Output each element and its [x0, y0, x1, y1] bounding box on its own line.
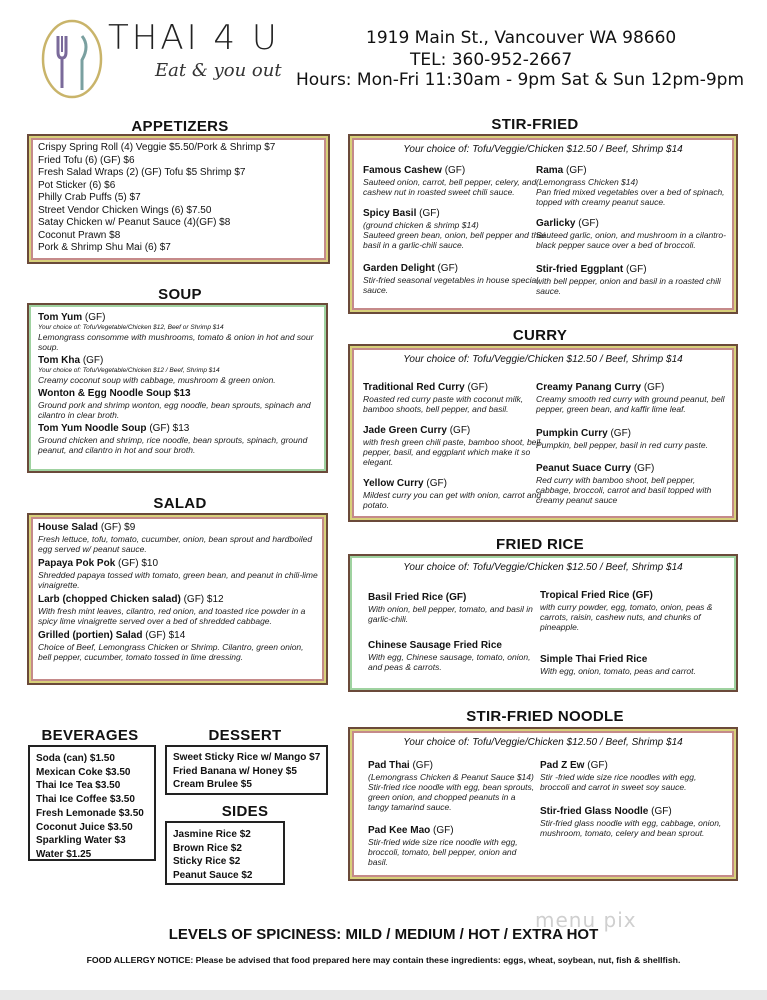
sides-title: SIDES — [221, 803, 269, 820]
appetizers-list — [38, 142, 323, 255]
hours: Hours: Mon-Fri 11:30am - 9pm Sat & Sun 12pm-9pm — [296, 70, 745, 90]
spiciness-levels: LEVELS OF SPICINESS: MILD / MEDIUM / HOT / EXTRA HOT — [168, 926, 599, 943]
list-item: Creamy Panang Curry (GF) Creamy smooth red curry with ground peanut, bell pepper, green bean, and kaffir lime leaf. — [536, 382, 725, 414]
list-item: Crispy Spring Roll (4) Veggie $5.50/Pork & Shrimp $7 — [38, 142, 276, 153]
list-item: Rama (GF) (Lemongrass Chicken $14) Pan fried mixed vegetables over a bed of spinach, topped with creamy peanut sauce. — [536, 165, 725, 207]
appetizers-title: APPETIZERS — [131, 118, 229, 135]
list-item: Jade Green Curry (GF) with fresh green chili paste, bamboo shoot, bell pepper, basil, and eggplant which make it so elegant. — [363, 425, 541, 467]
curry-title: CURRY — [512, 327, 568, 344]
brand-name: THAI 4 U — [108, 18, 280, 58]
list-item: Jasmine Rice $2 — [173, 829, 251, 840]
allergy-notice: FOOD ALLERGY NOTICE: Please be advised that food prepared here may contain these ingredients: eggs, wheat, soybean, nut, fish & shellfish. — [86, 955, 681, 965]
list-item: Wonton & Egg Noodle Soup $13 Ground pork and shrimp wonton, egg noodle, bean sprouts, spinach and cilantro in clear broth. — [38, 388, 311, 420]
list-item: Garlicky (GF) Sauteed garlic, onion, and mushroom in a cilantro-black pepper sauce over a bed of broccoli. — [536, 218, 726, 250]
list-item: Pad Kee Mao (GF) Stir-fried wide size rice noodle with egg, broccoli, tomato, bell pepper, onion and basil. — [368, 825, 518, 867]
list-item: Stir-fried Eggplant (GF) with bell pepper, onion and basil in a roasted chili sauce. — [536, 264, 721, 296]
fried-rice-choice: Your choice of: Tofu/Veggie/Chicken $12.50 / Beef, Shrimp $14 — [403, 562, 683, 573]
list-item: Pad Thai (GF) (Lemongrass Chicken & Peanut Sauce $14) Stir-fried rice noodle with egg, bean sprouts, green onion, and chopped peanuts in a tangy tamarind sauce. — [368, 760, 535, 812]
list-item: Peanut Suace Curry (GF) Red curry with bamboo shoot, bell pepper, cabbage, broccoli, carrot and basil topped with creamy peanut sauce — [536, 463, 712, 505]
address: 1919 Main St., Vancouver WA 98660 — [366, 28, 677, 48]
phone: TEL: 360-952-2667 — [410, 50, 573, 70]
soup-title: SOUP — [158, 286, 202, 303]
list-item: Larb (chopped Chicken salad) (GF) $12 With fresh mint leaves, cilantro, red onion, and toasted rice powder in a spicy lime vinaigrette served over a bed of shredded cabbage. — [38, 594, 306, 626]
list-item: Papaya Pok Pok (GF) $10 Shredded papaya tossed with tomato, green bean, and peanut in chili-lime vinaigrette. — [38, 558, 318, 590]
list-item: Street Vendor Chicken Wings (6) $7.50 — [38, 204, 212, 216]
list-item: Simple Thai Fried Rice With egg, onion, tomato, peas and carrot. — [540, 654, 696, 676]
curry-choice: Your choice of: Tofu/Veggie/Chicken $12.50 / Beef, Shrimp $14 — [403, 354, 683, 365]
stir-fried-choice: Your choice of: Tofu/Veggie/Chicken $12.50 / Beef, Shrimp $14 — [403, 144, 683, 155]
list-item: Tom Kha (GF) Your choice of: Tofu/Vegetable/Chicken $12 / Beef, Shrimp $14 Creamy coconut soup with cabbage, mushroom & green onion. — [38, 355, 276, 385]
dessert-list — [173, 751, 328, 792]
list-item: Tropical Fried Rice (GF) with curry powder, egg, tomato, onion, peas & carrots, raisin, cashew nuts, and chunks of pineapple. — [540, 590, 713, 632]
list-item: Fresh Salad Wraps (2) (GF) Tofu $5 Shrimp $7 — [38, 167, 246, 178]
restaurant-logo — [40, 16, 104, 102]
noodle-title: STIR-FRIED NOODLE — [466, 708, 624, 725]
list-item: Mexican Coke $3.50 — [36, 766, 131, 778]
list-item: Coconut Prawn $8 — [38, 229, 121, 241]
noodle-choice: Your choice of: Tofu/Veggie/Chicken $12.50 / Beef, Shrimp $14 — [403, 737, 683, 748]
list-item: Yellow Curry (GF) Mildest curry you can get with onion, carrot and potato. — [363, 478, 542, 510]
beverages-title: BEVERAGES — [41, 727, 139, 744]
list-item: Thai Ice Coffee $3.50 — [36, 794, 135, 806]
list-item: Fresh Lemonade $3.50 — [36, 807, 144, 819]
list-item: Basil Fried Rice (GF) With onion, bell pepper, tomato, and basil in garlic-chili. — [368, 592, 533, 624]
list-item: Brown Rice $2 — [173, 842, 242, 854]
list-item: Pot Sticker (6) $6 — [38, 179, 116, 191]
list-item: Water $1.25 — [36, 848, 92, 860]
list-item: Famous Cashew (GF) Sauteed onion, carrot, bell pepper, celery, and cashew nut in roasted sweet chili sauce. — [363, 165, 537, 197]
list-item: Sparkling Water $3 — [36, 835, 126, 847]
list-item: Peanut Sauce $2 — [173, 870, 253, 882]
list-item: Grilled (portien) Salad (GF) $14 Choice of Beef, Lemongrass Chicken or Shrimp. Cilantro, green onion, bell pepper, cucumber, tomato tossed in lime dressing. — [38, 630, 304, 662]
list-item: Satay Chicken w/ Peanut Sauce (4)(GF) $8 — [38, 217, 231, 228]
list-item: Sticky Rice $2 — [173, 856, 241, 868]
dessert-title: DESSERT — [208, 727, 282, 744]
list-item: Coconut Juice $3.50 — [36, 821, 133, 833]
list-item: Soda (can) $1.50 — [36, 753, 115, 764]
list-item: House Salad (GF) $9 Fresh lettuce, tofu, tomato, cucumber, onion, bean sprout and hardboiled egg served w/ peanut sauce. — [38, 522, 313, 554]
list-item: Stir-fried Glass Noodle (GF) Stir-fried glass noodle with egg, cabbage, onion, mushroom, tomato, celery and bean sprout. — [540, 806, 722, 838]
list-item: Thai Ice Tea $3.50 — [36, 780, 121, 792]
list-item: Garden Delight (GF) Stir-fried seasonal vegetables in house special sauce. — [363, 263, 539, 295]
bottom-strip — [0, 990, 767, 1000]
list-item: Tom Yum Noodle Soup (GF) $13 Ground chicken and shrimp, rice noodle, bean sprouts, spinach, ground peanut, and cilantro in hot and sour broth. — [38, 423, 308, 455]
list-item: Pad Z Ew (GF) Stir -fried wide size rice noodles with egg, broccoli and carrot in sweet soy sauce. — [540, 760, 697, 792]
list-item: Spicy Basil (GF) (ground chicken & shrimp $14) Sauteed green bean, onion, bell pepper and thai basil in a garlic-chili sauce. — [363, 208, 545, 250]
list-item: Pumpkin Curry (GF) Pumpkin, bell pepper, basil in red curry paste. — [536, 428, 708, 450]
beverages-list — [36, 752, 154, 862]
watermark: menu pix — [535, 908, 637, 932]
salad-list — [38, 522, 318, 662]
list-item: Traditional Red Curry (GF) Roasted red curry paste with coconut milk, bamboo shoots, bell pepper, and basil. — [363, 382, 524, 414]
brand-tagline: Eat & you out — [155, 60, 282, 81]
stir-fried-title: STIR-FRIED — [491, 116, 579, 133]
list-item: Chinese Sausage Fried Rice With egg, Chinese sausage, tomato, onion, and peas & carrots. — [368, 640, 531, 672]
list-item: Philly Crab Puffs (5) $7 — [38, 192, 141, 203]
salad-title: SALAD — [153, 495, 207, 512]
list-item: Pork & Shrimp Shu Mai (6) $7 — [38, 242, 171, 253]
list-item: Fried Banana w/ Honey $5 — [173, 765, 297, 777]
list-item: Fried Tofu (6) (GF) $6 — [38, 154, 135, 166]
list-item: Tom Yum (GF) Your choice of: Tofu/Vegetable/Chicken $12, Beef or Shrimp $14 Lemongrass consomme with mushrooms, tomato & onion in hot and sour soup. — [38, 312, 314, 352]
sides-list — [173, 828, 283, 883]
list-item: Sweet Sticky Rice w/ Mango $7 — [173, 752, 321, 763]
list-item: Cream Brulee $5 — [173, 779, 252, 791]
soup-list — [38, 312, 320, 455]
fried-rice-title: FRIED RICE — [495, 536, 584, 553]
